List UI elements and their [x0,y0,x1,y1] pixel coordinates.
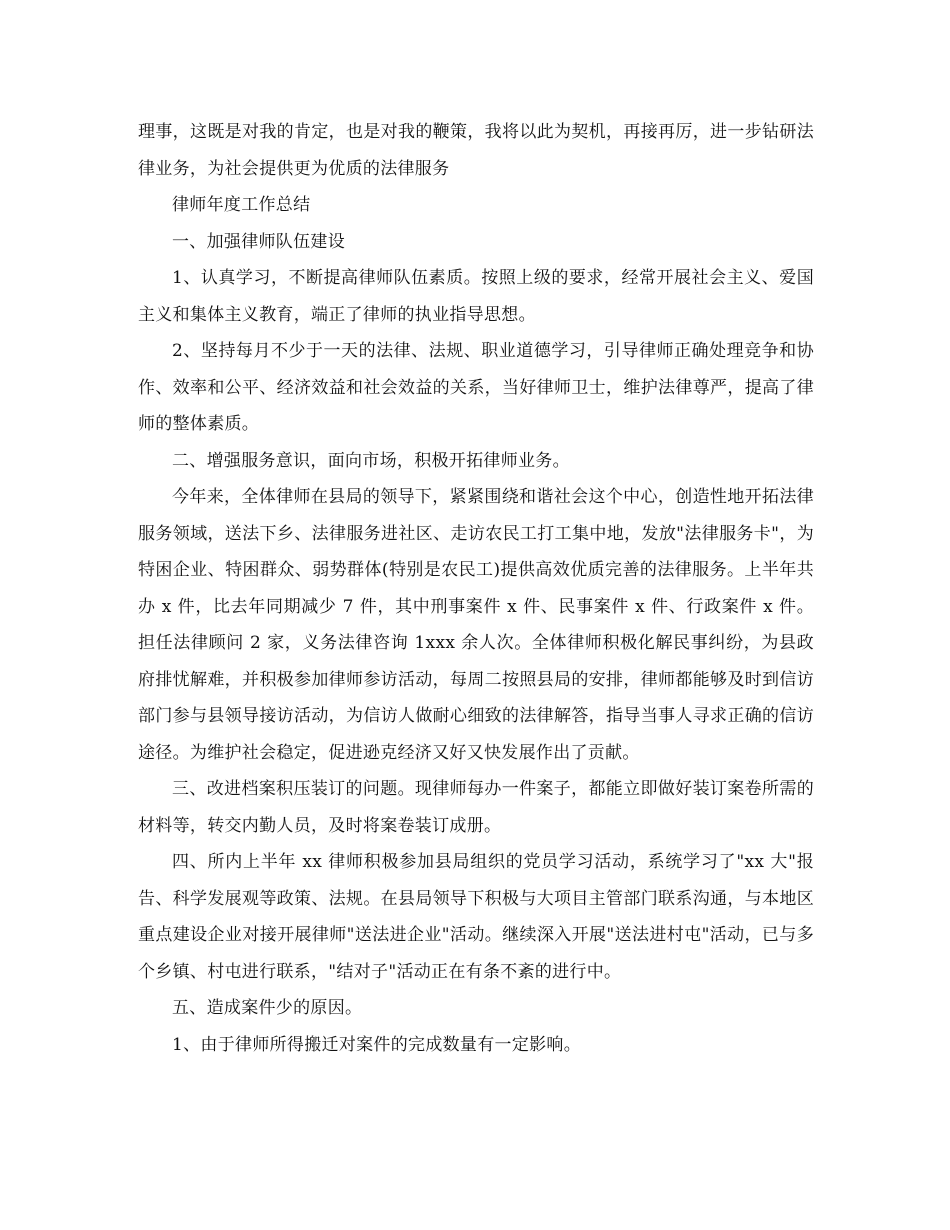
paragraph-item-2: 2、坚持每月不少于一天的法律、法规、职业道德学习，引导律师正确处理竞争和协作、效率和公平、经济效益和社会效益的关系，当好律师卫士，维护法律尊严，提高了律师的整体素质。 [138,341,814,434]
paragraph-item-1: 1、认真学习，不断提高律师队伍素质。按照上级的要求，经常开展社会主义、爱国主义和集体主义教育，端正了律师的执业指导思想。 [138,268,814,325]
paragraph-intro: 理事，这既是对我的肯定，也是对我的鞭策，我将以此为契机，再接再厉，进一步钻研法律业务，为社会提供更为优质的法律服务 [138,122,814,179]
document-heading: 律师年度工作总结 [172,195,311,215]
section-heading-2: 二、增强服务意识，面向市场，积极开拓律师业务。 [172,450,570,471]
document-body [138,114,814,1063]
section-heading-3: 三、改进档案积压装订的问题。现律师每办一件案子，都能立即做好装订案卷所需的材料等，转交内勤人员，及时将案卷装订成册。 [138,779,814,836]
section-heading-1: 一、加强律师队伍建设 [172,231,345,252]
paragraph-service-summary: 今年来，全体律师在县局的领导下，紧紧围绕和谐社会这个中心，创造性地开拓法律服务领域，送法下乡、法律服务进社区、走访农民工打工集中地，发放"法律服务卡"，为特困企业、特困群众、弱势群体(特别是农民工)提供高效优质完善的法律服务。上半年共办 x 件，比去年同期减少 7 件，其中刑事案件 x 件、民事案件 x 件、行政案件 x 件。担任法律顾问 2 家，义务法律咨询 1xxx 余人次。全体律师积极化解民事纠纷，为县政府排忧解难，并积极参加律师参访活动，每周二按照县局的安排，律师都能够及时到信访部门参与县领导接访活动，为信访人做耐心细致的法律解答，指导当事人寻求正确的信访途径。为维护社会稳定，促进逊克经济又好又快发展作出了贡献。 [138,487,814,763]
section-heading-5: 五、造成案件少的原因。 [172,998,363,1018]
paragraph-reason-1: 1、由于律师所得搬迁对案件的完成数量有一定影响。 [172,1034,582,1055]
section-heading-4: 四、所内上半年 xx 律师积极参加县局组织的党员学习活动，系统学习了"xx 大"报告、科学发展观等政策、法规。在县局领导下积极与大项目主管部门联系沟通，与本地区重点建设企业对接开展律师"送法进企业"活动。继续深入开展"送法进村屯"活动，已与多个乡镇、村屯进行联系，"结对子"活动正在有条不紊的进行中。 [138,852,814,982]
